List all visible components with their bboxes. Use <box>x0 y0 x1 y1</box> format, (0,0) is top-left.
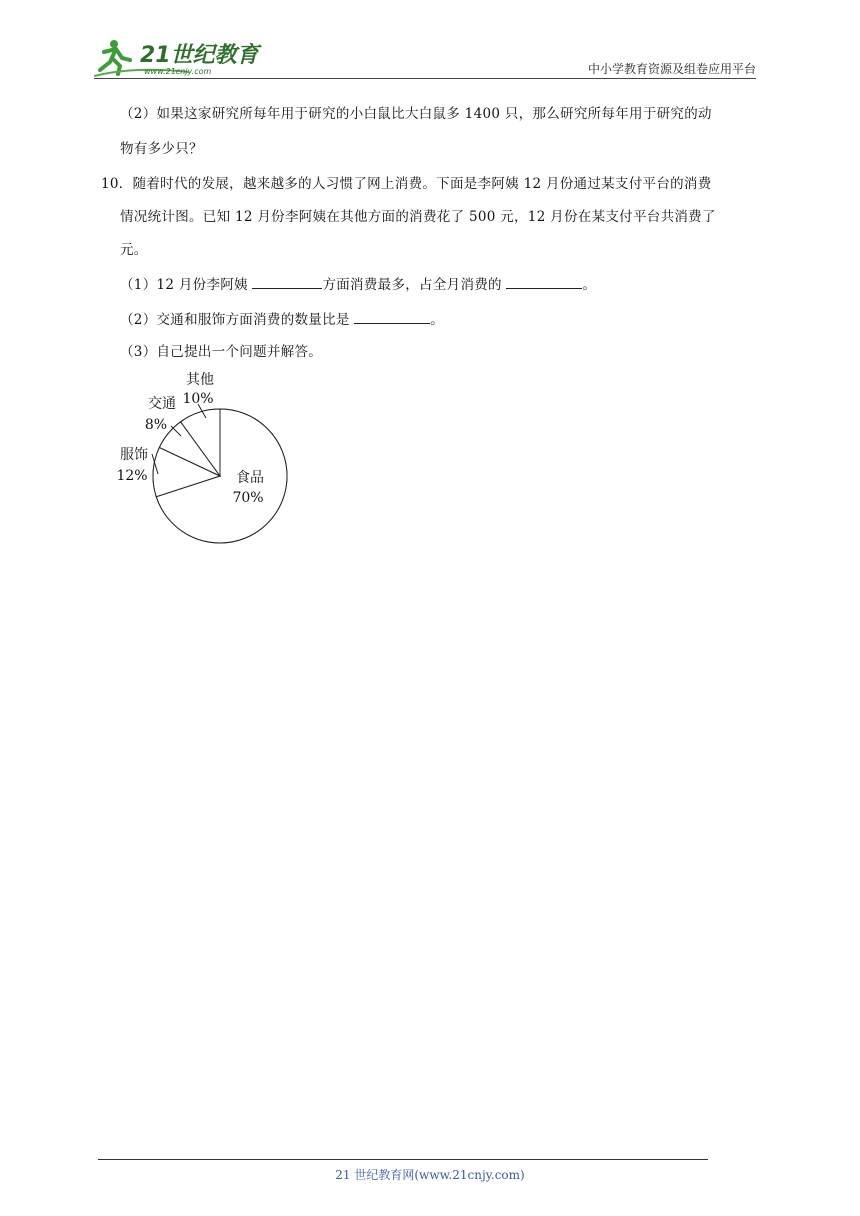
header-divider <box>94 78 756 79</box>
q10-line2: 情况统计图。已知 12 月份李阿姨在其他方面的消费花了 500 元，12 月份在某支付平台共消费了 <box>120 209 716 225</box>
pie-value-label-3: 10% <box>182 391 214 407</box>
pie-chart <box>108 366 308 556</box>
pie-label-2: 交通 <box>148 396 176 412</box>
pie-value-label-2: 8% <box>144 417 168 433</box>
logo-url: www.21cnjy.com <box>144 67 212 76</box>
q10-sub1-suffix: 。 <box>582 277 597 293</box>
q10-line3: 元。 <box>120 242 148 258</box>
answer-blank-2[interactable] <box>506 274 582 289</box>
logo-text: 21世纪教育 <box>140 43 259 68</box>
q10-sub1-middle: 方面消费最多，占全月消费的 <box>322 277 507 293</box>
answer-blank-3[interactable] <box>354 309 430 324</box>
pie-value-label-1: 12% <box>116 468 148 484</box>
pie-label-3: 其他 <box>186 372 214 388</box>
footer-text: 21 世纪教育网(www.21cnjy.com) <box>335 1168 525 1182</box>
pie-value-label-0: 70% <box>232 490 264 506</box>
q9-part2-line2: 物有多少只？ <box>120 141 203 157</box>
answer-blank-1[interactable] <box>252 274 322 289</box>
header-title: 中小学教育资源及组卷应用平台 <box>587 62 756 76</box>
q10-sub1 <box>120 274 596 295</box>
q9-part2-line1: （2）如果这家研究所每年用于研究的小白鼠比大白鼠多 1400 只，那么研究所每年用于研究的动 <box>120 106 712 122</box>
q10-sub2 <box>120 309 444 330</box>
footer-divider <box>98 1159 708 1160</box>
logo <box>94 36 264 78</box>
q10-sub3: （3）自己提出一个问题并解答。 <box>120 344 323 360</box>
q10-sub1-prefix: （1）12 月份李阿姨 <box>120 277 253 293</box>
q10-sub2-prefix: （2）交通和服饰方面消费的数量比是 <box>120 312 355 328</box>
pie-label-1: 服饰 <box>120 447 148 463</box>
q10-sub2-suffix: 。 <box>430 312 445 328</box>
q10-line1: 10．随着时代的发展，越来越多的人习惯了网上消费。下面是李阿姨 12 月份通过某支付平台的消费 <box>101 176 712 192</box>
pie-label-0: 食品 <box>236 470 264 486</box>
